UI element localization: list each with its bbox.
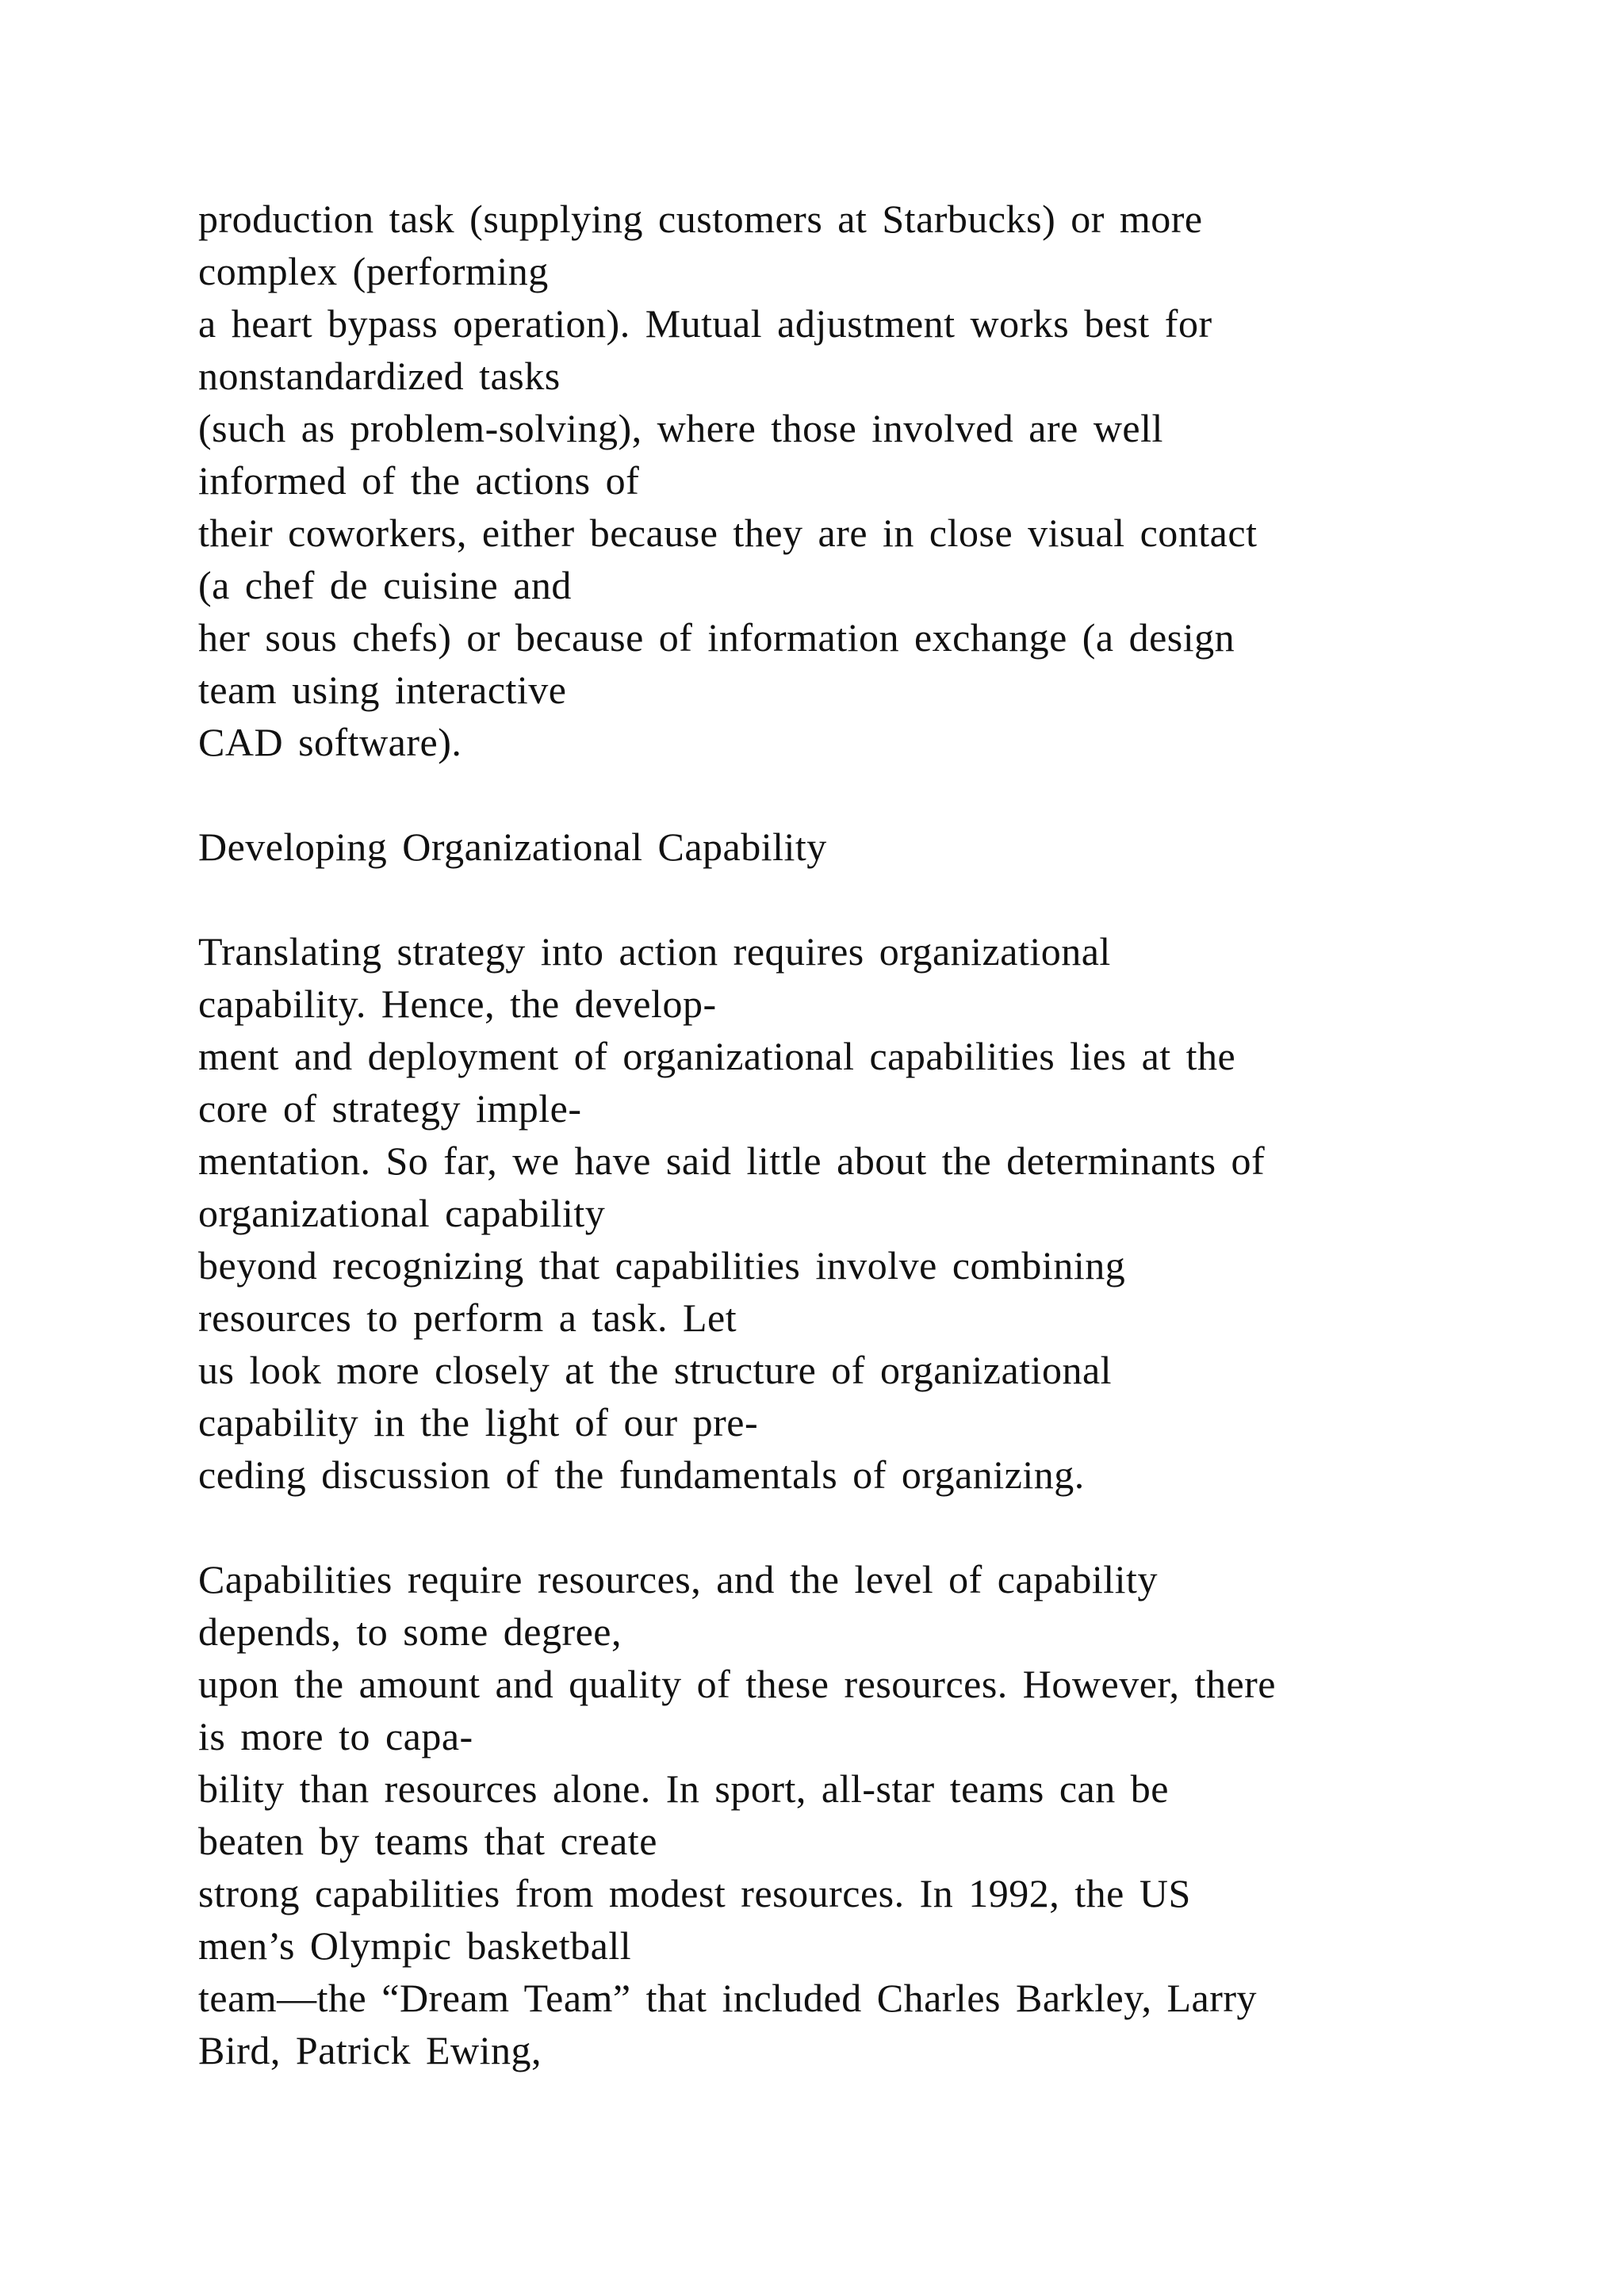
text-line: ceding discussion of the fundamentals of organizing. [198,1452,1085,1497]
body-text [198,193,1546,2076]
text-line: team—the “Dream Team” that included Charles Barkley, Larry [198,1976,1258,2020]
text-line: beaten by teams that create [198,1819,657,1863]
text-line: a heart bypass operation). Mutual adjustment works best for [198,301,1212,346]
text-line: CAD software). [198,720,462,764]
text-line: capability in the light of our pre- [198,1400,759,1445]
text-line: us look more closely at the structure of organizational [198,1348,1113,1392]
text-line: informed of the actions of [198,458,640,503]
text-line: organizational capability [198,1191,606,1235]
paragraph-2 [198,925,1546,1501]
paragraph-1 [198,193,1546,768]
text-line: bility than resources alone. In sport, all-star teams can be [198,1766,1169,1811]
paragraph-spacer [198,768,1546,821]
text-line: (a chef de cuisine and [198,563,572,607]
text-line: Bird, Patrick Ewing, [198,2028,542,2072]
text-line: beyond recognizing that capabilities involve combining [198,1243,1126,1288]
text-line: capability. Hence, the develop- [198,982,717,1026]
text-line: men’s Olympic basketball [198,1923,632,1968]
paragraph-spacer [198,873,1546,925]
text-line: team using interactive [198,668,567,712]
text-line: upon the amount and quality of these resources. However, there [198,1662,1276,1706]
text-line: Translating strategy into action requires organizational [198,929,1111,974]
paragraph-3 [198,1553,1546,2076]
text-line: resources to perform a task. Let [198,1295,737,1340]
text-line: ment and deployment of organizational capabilities lies at the [198,1034,1236,1078]
text-line: production task (supplying customers at Starbucks) or more [198,197,1203,241]
text-line: strong capabilities from modest resources. In 1992, the US [198,1871,1191,1915]
section-heading: Developing Organizational Capability [198,825,827,869]
paragraph-spacer [198,1501,1546,1553]
text-line: nonstandardized tasks [198,354,561,398]
text-line: Capabilities require resources, and the level of capability [198,1557,1158,1601]
text-line: depends, to some degree, [198,1609,622,1654]
text-line: (such as problem-solving), where those involved are well [198,406,1163,450]
text-line: mentation. So far, we have said little about the determinants of [198,1138,1266,1183]
text-line: their coworkers, either because they are in close visual contact [198,511,1258,555]
text-line: core of strategy imple- [198,1086,582,1131]
text-line: complex (performing [198,249,549,293]
text-line: is more to capa- [198,1714,473,1758]
text-line: her sous chefs) or because of information exchange (a design [198,615,1235,660]
